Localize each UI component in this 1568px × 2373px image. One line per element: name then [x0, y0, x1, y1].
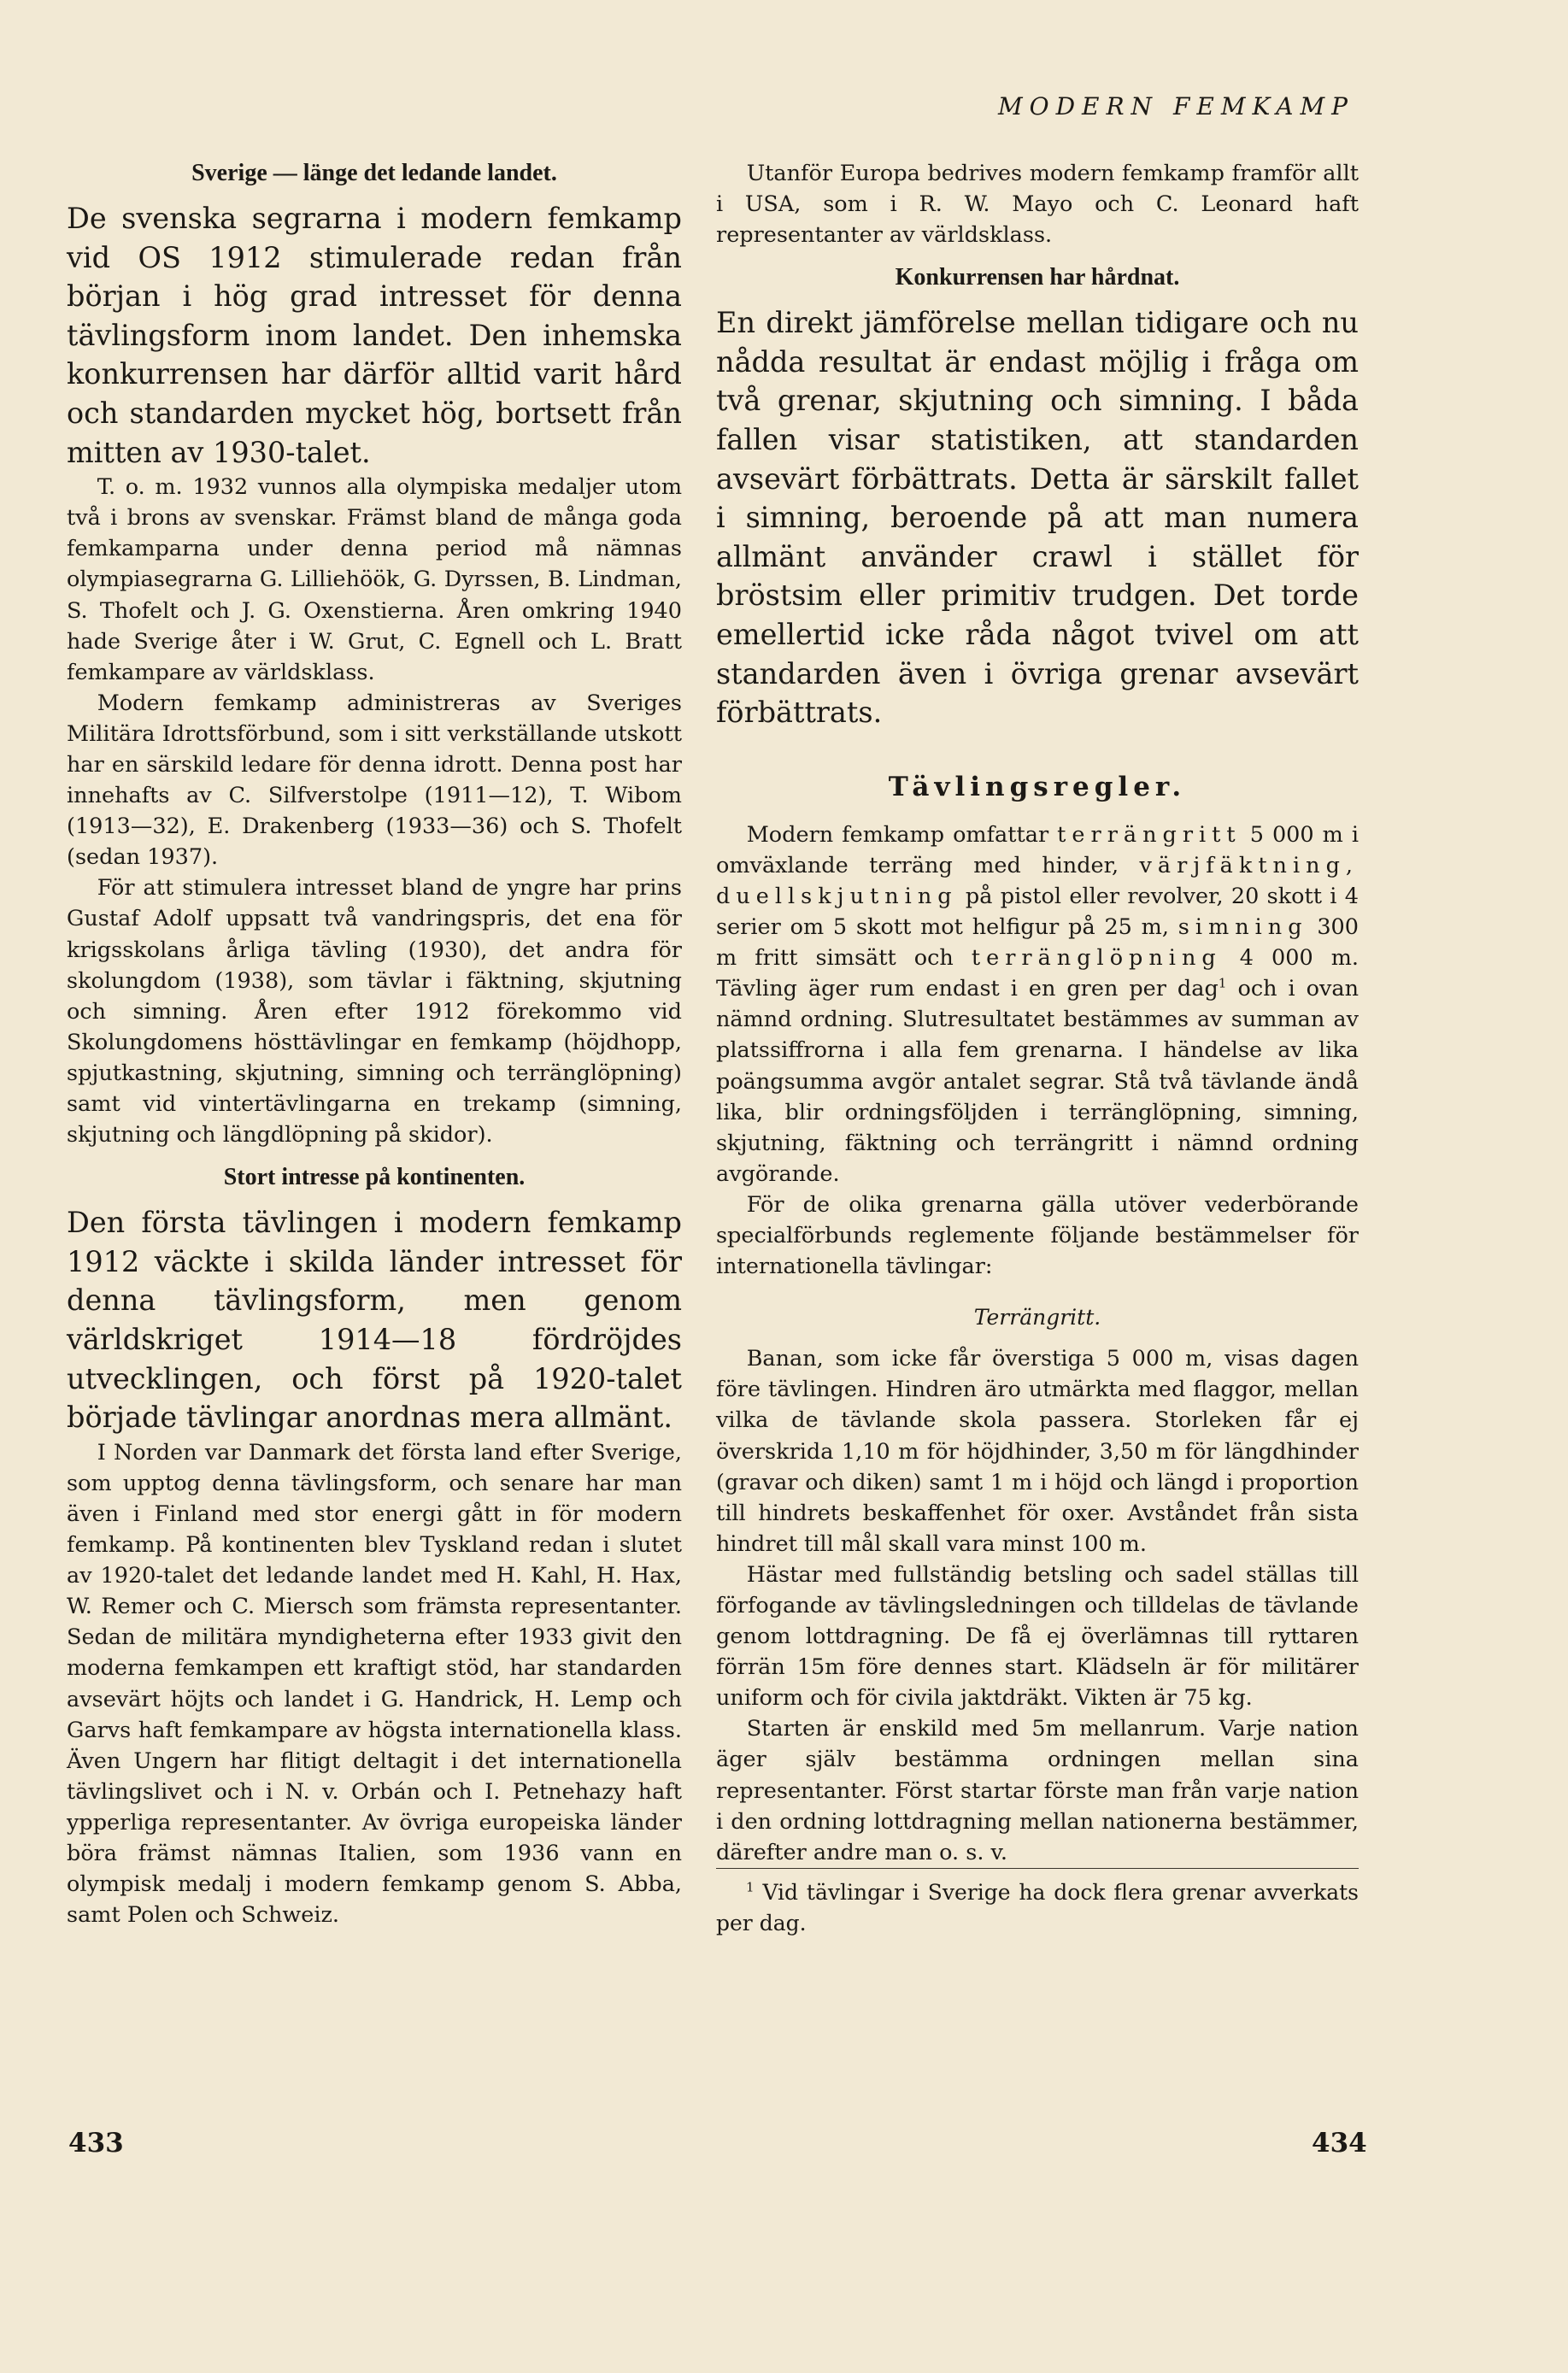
paragraph-course: Banan, som icke får överstiga 5 000 m, visas dagen före tävlingen. Hindren äro utmärkta med flaggor, mellan vilka de tävlande skola passera. Storleken får ej överskrida 1,10 m för höjdhinder, 3,50 m för längdhinder (gravar och diken) samt 1 m i höjd och längd i proportion till hindrets beskaffenhet för oxer. Avståndet från sista hindret till mål skall vara minst 100 m. [716, 1346, 1359, 1557]
footnote-text: Vid tävlingar i Sverige ha dock flera grenar avverkats per dag. [716, 1879, 1359, 1935]
section-heading-konkurrensen: Konkurrensen har hårdnat. [895, 264, 1180, 291]
paragraph-horses: Hästar med fullständig betsling och sadel ställas till förfogande av tävlingsledningen och tilldelas de tävlande genom lottdragning. De få ej överlämnas till ryttaren förrän 15m före dennes start. Klädseln är för militärer uniform och för civila jaktdräkt. Vikten är 75 kg. [716, 1561, 1359, 1712]
left-column [67, 158, 682, 1930]
event-terranglopning: terränglöpning [971, 945, 1222, 972]
footnote [716, 1868, 1359, 1939]
paragraph-medals: T. o. m. 1932 vunnos alla olympiska medaljer utom två i brons av svenskar. Främst bland de många goda femkamparna under denna period må nämnas olympiasegrarna G. Lilliehöök, G. Dyrssen, B. Lindman, S. Thofelt och J. G. Oxenstierna. Åren omkring 1940 hade Sverige åter i W. Grut, C. Egnell och L. Bratt femkampare av världsklass. [67, 474, 682, 685]
event-varjfaktning: värjfäktning, [1139, 852, 1359, 878]
rules-text-a: Modern femkamp omfattar [746, 821, 1049, 848]
page-number-right: 434 [1312, 2128, 1367, 2159]
rules-text-b: 5 000 m i omväxlande terräng med hinder, [716, 821, 1359, 878]
lead-paragraph-konkurrensen: En direkt jämförelse mellan tidigare och nu nådda resultat är endast möjlig i fråga om två grenar, skjutning och simning. I båda fallen visar statistiken, att standarden avsevärt förbättrats. Detta är särskilt fallet i simning, beroende på att man numera allmänt använder crawl i stället för bröstsim eller primitiv trudgen. Det torde emellertid icke råda något tvivel om att standarden även i övriga grenar avsevärt förbättrats. [716, 306, 1359, 730]
event-duellskjutning: duellskjutning [716, 884, 958, 909]
right-column [716, 158, 1359, 1939]
rules-text-e: 4 000 m. Tävling äger rum endast i en gren per dag [716, 945, 1360, 1002]
lead-paragraph-kontinenten: Den första tävlingen i modern femkamp 1912 väckte i skilda länder intresset för denna tävlingsform, men genom världskriget 1914—18 fördröjdes utvecklingen, och först på 1920-talet började tävlingar anordnas mera allmänt. [67, 1206, 682, 1435]
footnote-marker: 1 [746, 1879, 755, 1895]
paragraph-start: Starten är enskild med 5m mellanrum. Varje nation äger själv bestämma ordningen mellan sina representanter. Först startar förste man från varje nation i den ordning lottdragning mellan nationerna bestämmer, därefter andre man o. s. v. [716, 1716, 1359, 1865]
event-simning: simning [1177, 914, 1308, 941]
footnote-reference: 1 [1218, 975, 1227, 991]
section-heading-sverige: Sverige — länge det ledande landet. [191, 160, 557, 186]
paragraph-special-rules: För de olika grenarna gälla utöver vederbörande specialförbunds reglemente följande bestämmelser för internationella tävlingar: [716, 1191, 1359, 1280]
rules-text-c: på pistol eller revolver, 20 skott i 4 serier om 5 skott mot helfigur på 25 m, [716, 884, 1359, 941]
lead-paragraph-sverige: De svenska segrarna i modern femkamp vid OS 1912 stimulerade redan från början i hög grad intresset för denna tävlingsform inom landet. Den inhemska konkurrensen har därför alltid varit hård och standarden mycket hög, bortsett från mitten av 1930-talet. [67, 202, 682, 469]
running-head: MODERN FEMKAMP [997, 92, 1354, 120]
rules-text-d: 300 m fritt simsätt och [716, 914, 1359, 972]
paragraph-youth: För att stimulera intresset bland de yngre har prins Gustaf Adolf uppsatt två vandringspris, det ena för krigsskolans årliga tävling (1930), det andra för skolungdom (1938), som tävlar i fäktning, skjutning och simning. Åren efter 1912 förekommo vid Skolungdomens hösttävlingar en femkamp (höjdhopp, spjutkastning, skjutning, simning och terränglöpning) samt vid vintertävlingarna en trekamp (simning, skjutning och längdlöpning på skidor). [67, 875, 682, 1148]
section-heading-tavlingsregler: Tävlingsregler. [888, 771, 1187, 802]
paragraph-rules [716, 819, 1359, 1189]
section-heading-kontinenten: Stort intresse på kontinenten. [223, 1164, 526, 1191]
paragraph-administration: Modern femkamp administreras av Sveriges Militära Idrottsförbund, som i sitt verkställande utskott har en särskild ledare för denna idrott. Denna post har innehafts av C. Silfverstolpe (1911—12), T. Wibom (1913—32), E. Drakenberg (1933—36) och S. Thofelt (sedan 1937). [67, 690, 682, 871]
paragraph-usa: Utanför Europa bedrives modern femkamp framför allt i USA, som i R. W. Mayo och C. Leonard haft representanter av världsklass. [716, 161, 1359, 249]
page-number-left: 433 [68, 2128, 124, 2159]
subheading-terrangritt: Terrängritt. [973, 1305, 1101, 1330]
rules-text-f: och i ovan nämnd ordning. Slutresultatet bestämmes av summan av platssiffrorna i alla fem grenarna. I händelse av lika poängsumma avgör antalet segrar. Stå två tävlande ändå lika, blir ordningsföljden i terränglöpning, simning, skjutning, fäktning och terrängritt i nämnd ordning avgörande. [716, 976, 1359, 1187]
event-terrangritt: terrängritt [1057, 821, 1242, 848]
paragraph-norden: I Norden var Danmark det första land efter Sverige, som upptog denna tävlingsform, och senare har man även i Finland med stor energi gått in för modern femkamp. På kontinenten blev Tyskland redan i slutet av 1920-talet det ledande landet med H. Kahl, H. Hax, W. Remer och C. Miersch som främsta representanter. Sedan de militära myndigheterna efter 1933 givit den moderna femkampen ett kraftigt stöd, har standarden avsevärt höjts och landet i G. Handrick, H. Lemp och Garvs haft femkampare av högsta internationella klass. Även Ungern har flitigt deltagit i det internationella tävlingslivet och i N. v. Orbán och I. Petnehazy haft ypperliga representanter. Av övriga europeiska länder böra främst nämnas Italien, som 1936 vann en olympisk medalj i modern femkamp genom S. Abba, samt Polen och Schweiz. [67, 1439, 682, 1929]
